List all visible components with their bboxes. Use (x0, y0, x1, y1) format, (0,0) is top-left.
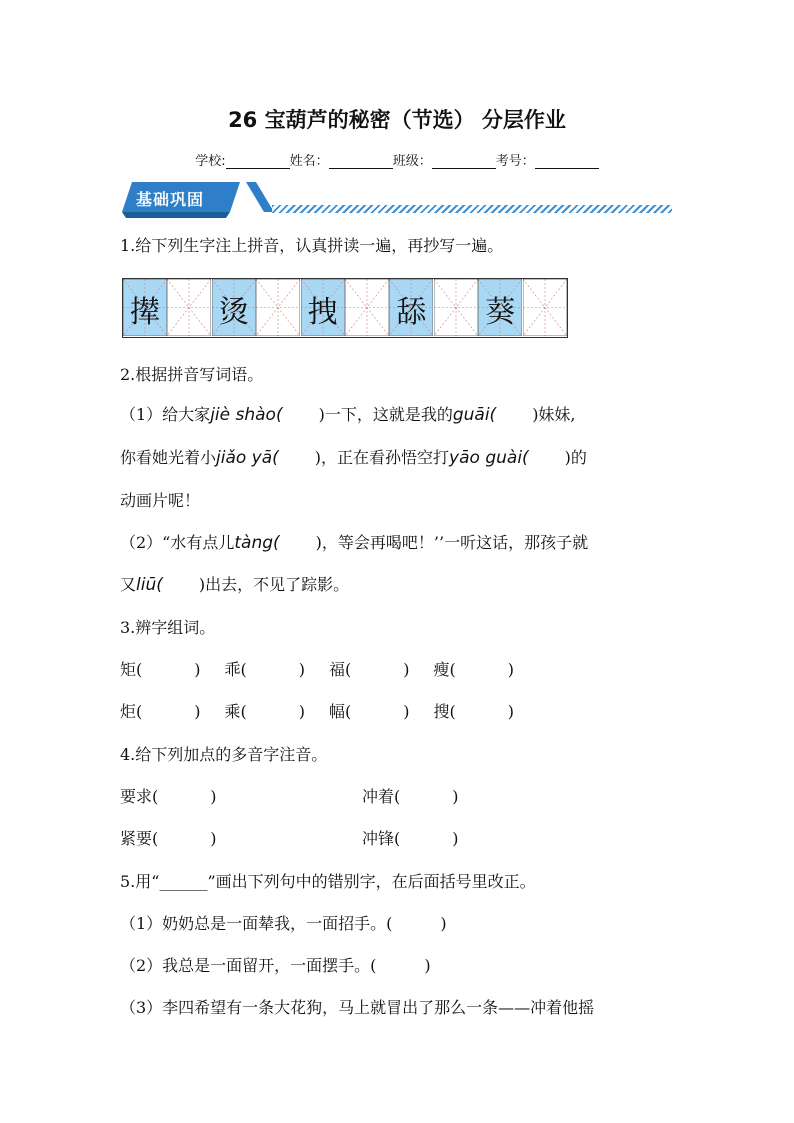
q5-sentence-3: （3）李四希望有一条大花狗，马上就冒出了那么一条——冲着他摇 (120, 998, 595, 1017)
q2-line-1 (120, 404, 576, 426)
q4-paren: ) (452, 829, 459, 848)
name-label: 姓名： (289, 154, 329, 169)
q3-char: 矩( (120, 660, 143, 679)
q3-paren: ) (298, 702, 305, 721)
name-blank[interactable] (329, 154, 393, 169)
grid-guide-lines (167, 279, 211, 336)
q2-text: （1）给大家 (120, 405, 211, 424)
q2-prompt: 2.根据拼音写词语。 (120, 365, 264, 384)
q3-row-2 (120, 701, 514, 723)
q4-row-1 (120, 786, 217, 808)
q2-text: 又 (120, 575, 137, 594)
q4-row-1b (362, 786, 459, 808)
school-blank[interactable] (226, 154, 290, 169)
pinyin-liu: liū( (136, 575, 163, 595)
q5-prompt: 5.用“______”画出下列句中的错别字，在后面括号里改正。 (120, 872, 536, 891)
q3-char: 瘦( (433, 660, 456, 679)
q3-paren: ) (507, 702, 514, 721)
q3-char: 炬( (120, 702, 143, 721)
section-divider (272, 205, 672, 213)
q3-paren: ) (194, 702, 201, 721)
practice-character: 葵 (485, 295, 516, 330)
character-cell (301, 279, 345, 336)
school-label: 学校: (195, 154, 226, 169)
q4-paren: ) (210, 829, 217, 848)
q3-paren: ) (403, 660, 410, 679)
class-blank[interactable] (432, 154, 496, 169)
pinyin-yaoguai: yāo guài( (449, 448, 529, 468)
section-badge-label: 基础巩固 (136, 190, 205, 209)
grid-guide-lines (345, 279, 389, 336)
q2-line-3: 动画片呢！ (120, 491, 201, 510)
q2-line-4 (120, 532, 588, 554)
practice-character: 撵 (130, 295, 160, 330)
q5-sentence-2: （2）我总是一面留开，一面摆手。( ) (120, 956, 431, 975)
page-title: 26 宝葫芦的秘密（节选） 分层作业 (228, 108, 566, 132)
character-cell (478, 279, 522, 336)
grid-guide-lines (256, 279, 300, 336)
student-info-line (0, 150, 794, 169)
q4-word-chongfeng: 冲锋( (362, 829, 401, 848)
pinyin-jieshao: jiè shào( (210, 405, 283, 425)
q3-paren: ) (298, 660, 305, 679)
q4-paren: ) (452, 787, 459, 806)
practice-cell[interactable] (434, 279, 478, 336)
q2-text: )，正在看孙悟空打 (314, 448, 450, 467)
exam-blank[interactable] (535, 154, 599, 169)
practice-character: 烫 (218, 295, 249, 330)
pinyin-jiaoya: jiǎo yā( (216, 448, 279, 468)
q3-paren: ) (403, 702, 410, 721)
grid-guide-lines (434, 279, 478, 336)
q3-char: 乘( (224, 702, 247, 721)
practice-character: 舔 (396, 295, 427, 330)
q2-text: )出去，不见了踪影。 (198, 575, 350, 594)
q2-text: （2）“水有点儿 (120, 533, 235, 552)
q2-text: )一下，这就是我的 (318, 405, 453, 424)
practice-cell[interactable] (523, 279, 567, 336)
pinyin-tang: tàng( (234, 533, 280, 553)
q2-text: )妹妹, (532, 405, 576, 424)
q4-word-jinyao: 紧要( (120, 829, 159, 848)
q2-text: )，等会再喝吧！’’一听这话，那孩子就 (315, 533, 589, 552)
q3-prompt: 3.辨字组词。 (120, 618, 216, 637)
q4-prompt: 4.给下列加点的多音字注音。 (120, 745, 328, 764)
practice-character: 拽 (307, 295, 338, 330)
exam-label: 考号： (495, 154, 535, 169)
q4-word-yaoqiu: 要求( (120, 787, 159, 806)
character-grid (122, 278, 568, 338)
character-cell (123, 279, 167, 336)
class-label: 班级： (392, 154, 432, 169)
q2-line-5 (120, 574, 349, 596)
q4-word-chongzhe: 冲着( (362, 787, 401, 806)
character-cell (212, 279, 256, 336)
q1-prompt: 1.给下列生字注上拼音，认真拼读一遍，再抄写一遍。 (120, 236, 504, 255)
pinyin-guai: guāi( (452, 405, 497, 425)
grid-guide-lines (523, 279, 567, 336)
practice-cell[interactable] (167, 279, 211, 336)
q3-char: 搜( (433, 702, 456, 721)
q2-text: 你看她光着小 (120, 448, 217, 467)
q3-char: 福( (329, 660, 352, 679)
q4-row-2 (120, 828, 217, 850)
q2-text: )的 (564, 448, 587, 467)
q3-paren: ) (194, 660, 201, 679)
practice-cell[interactable] (256, 279, 300, 336)
q4-row-2b (362, 828, 459, 850)
character-cell (389, 279, 433, 336)
q3-row-1 (120, 659, 514, 681)
q3-char: 乖( (224, 660, 247, 679)
q4-paren: ) (210, 787, 217, 806)
q3-paren: ) (507, 660, 514, 679)
practice-cell[interactable] (345, 279, 389, 336)
q5-sentence-1: （1）奶奶总是一面辇我，一面招手。( ) (120, 914, 447, 933)
q3-char: 幅( (329, 702, 352, 721)
q2-line-2 (120, 447, 587, 469)
